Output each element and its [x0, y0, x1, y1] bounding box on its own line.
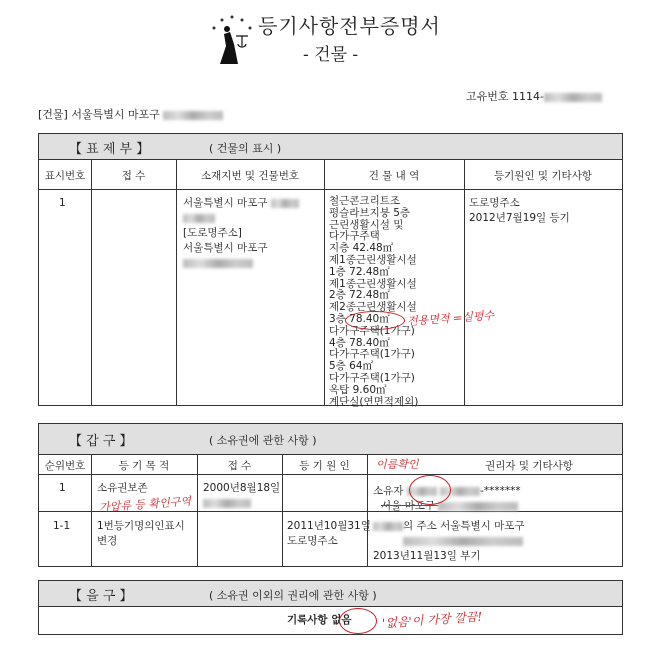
column-header: 순위번호: [44, 460, 86, 472]
handwritten-circle: [345, 311, 405, 330]
handwritten-annotation: 이름확인: [376, 458, 419, 471]
section-header: [39, 581, 622, 607]
rank-number: 1: [59, 482, 66, 494]
unique-number: [466, 88, 602, 104]
annex-date: 2013년11월13일 부기: [373, 550, 481, 562]
record-label: 기록사항: [287, 614, 328, 626]
column-header: 건 물 내 역: [368, 170, 420, 182]
receipt-cell: [203, 481, 280, 511]
building-detail-line: 다가구주택(1가구): [329, 324, 415, 337]
section-header: [39, 134, 622, 160]
section-title: 【 을 구 】: [69, 589, 133, 604]
building-details: [329, 196, 418, 408]
holder-address: 서울 마포구: [381, 500, 436, 512]
building-detail-line: 지층 42.48㎡: [329, 242, 394, 255]
holder-cell: [373, 519, 525, 564]
handwritten-circle: [339, 608, 377, 634]
column-header: 소재지번 및 건물번호: [201, 170, 299, 182]
column-header: 표시번호: [44, 170, 86, 182]
location-line: 서울특별시 마포구: [183, 197, 268, 209]
building-detail-line: 근린생활시설 및: [329, 218, 404, 231]
document-title: 등기사항전부증명서: [258, 14, 441, 38]
purpose-line: 변경: [97, 535, 118, 547]
id-mask: -*******: [480, 485, 521, 497]
court-emblem-logo: [208, 14, 256, 66]
cause-cell: [287, 519, 371, 549]
building-detail-line: 다가구주택: [329, 230, 380, 243]
cause-reason: 도로명주소: [287, 535, 338, 547]
unique-number-label: 고유번호 1114-: [466, 90, 544, 103]
redacted-value: [203, 499, 251, 508]
section-header: [39, 424, 622, 455]
column-header: 등 기 목 적: [118, 460, 170, 472]
column-header: 권리자 및 기타사항: [485, 460, 573, 472]
building-detail-line: 2층 72.48㎡: [329, 289, 390, 302]
building-detail-line: 제1종근린생활시설: [329, 277, 417, 290]
redacted-value: [544, 93, 602, 102]
receipt-date: 2000년8월18일: [203, 482, 281, 494]
holder-address: 의 주소 서울특별시 마포구: [403, 520, 525, 532]
building-detail-line: 계단실(연면적제외): [329, 395, 419, 408]
document-subtitle: - 건물 -: [303, 45, 359, 65]
purpose-line: 1번등기명의인표시: [97, 520, 185, 532]
building-detail-line: 다가구주택(1가구): [329, 348, 415, 361]
rank-number: 1-1: [53, 520, 71, 532]
section-desc: ( 소유권 이외의 권리에 관한 사항 ): [209, 589, 377, 602]
section-title: 【 표 제 부 】: [69, 142, 150, 157]
cause-line: 2012년7월19일 등기: [469, 212, 570, 224]
building-detail-line: 1층 72.48㎡: [329, 265, 390, 278]
registration-purpose: [97, 519, 185, 549]
column-header: 등기원인 및 기타사항: [494, 170, 592, 182]
section-desc: ( 소유권에 관한 사항 ): [209, 434, 317, 447]
handwritten-circle: [409, 475, 451, 505]
building-detail-line: 제2종근린생활시설: [329, 301, 417, 314]
redacted-value: [183, 259, 253, 268]
redacted-value: [403, 537, 523, 546]
location-line: 서울특별시 마포구: [183, 242, 268, 254]
registration-purpose: 소유권보존: [97, 482, 148, 494]
redacted-value: [163, 111, 223, 120]
redacted-value: [271, 199, 299, 208]
building-detail-line: 5층 64㎡: [329, 360, 374, 373]
column-header: 접 수: [227, 460, 252, 472]
holder-label: 소유자: [373, 485, 404, 497]
building-detail-line: 4층 78.40㎡: [329, 336, 390, 349]
eulgu-table: [38, 580, 623, 635]
cause-cell: [469, 196, 570, 226]
annotation-text: 전용면적 =실평수: [406, 308, 495, 329]
column-header: 등 기 원 인: [299, 460, 350, 472]
building-detail-line: 다가구주택(1가구): [329, 371, 415, 384]
display-number: 1: [59, 197, 66, 209]
cause-line: 도로명주소: [469, 197, 520, 209]
pyojebu-table: [38, 133, 623, 406]
handwritten-annotation: '없음'이 가장 깔끔!: [381, 609, 483, 631]
column-header: 접 수: [121, 170, 146, 182]
address-text: [건물] 서울특별시 마포구: [38, 108, 160, 121]
location-cell: [183, 196, 299, 271]
building-detail-line: 옥탑 9.60㎡: [329, 383, 387, 396]
building-detail-line: 3층 78.40㎡: [329, 312, 390, 325]
building-detail-line: 철근콘크리트조: [329, 195, 401, 207]
section-title: 【 갑 구 】: [69, 434, 133, 449]
record-value: 없음: [331, 614, 352, 626]
building-detail-line: 제1종근린생활시설: [329, 253, 417, 266]
building-detail-line: 평슬라브지붕 5층: [329, 206, 411, 219]
handwritten-annotation: 가압류 등 확인구역: [98, 494, 192, 515]
redacted-value: [438, 502, 518, 511]
location-line: [도로명주소]: [183, 227, 242, 239]
section-desc: ( 건물의 표시 ): [209, 142, 282, 155]
building-address: [38, 106, 223, 122]
gapgu-table: [38, 423, 623, 567]
redacted-value: [183, 214, 215, 223]
handwritten-annotation: [407, 307, 495, 329]
cause-date: 2011년10월31일: [287, 520, 371, 532]
redacted-name: [373, 522, 403, 531]
